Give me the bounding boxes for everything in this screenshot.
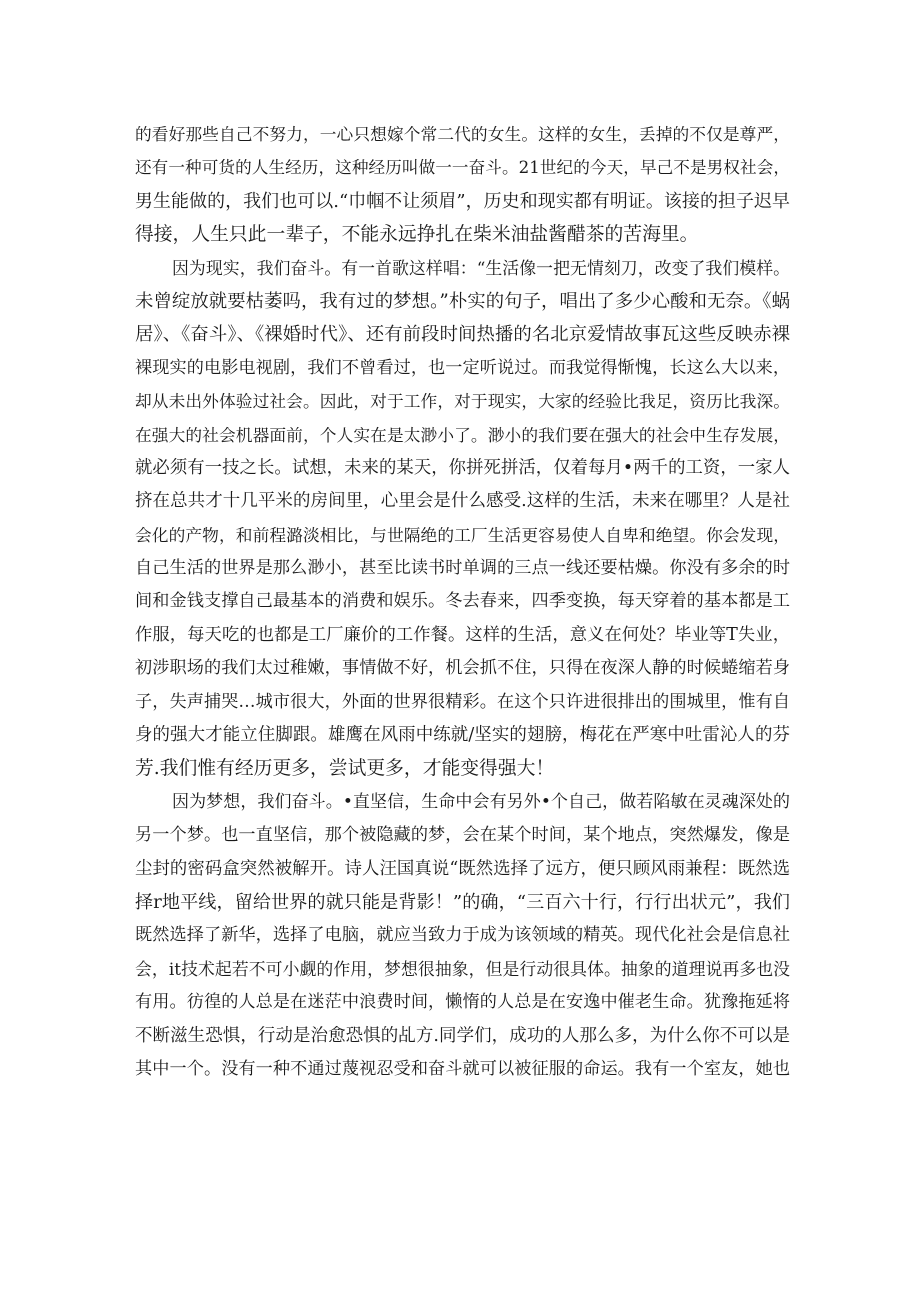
text-line: 得接，人生只此一辈子，不能永远挣扎在柴米油盐酱醋茶的苦海里。 (135, 224, 699, 246)
text-line: 因为现实，我们奋斗。有一首歌这样唱：“生活像一把无情刻刀，改变了我们模样。 (172, 257, 790, 278)
text-line: 居》、《奋斗》、《裸婚时代》、还有前段时间热播的名北京爱情故事瓦这些反映赤裸 (135, 324, 790, 346)
paragraph-2 (135, 252, 790, 786)
text-line: 作服，每天吃的也都是工厂廉价的工作餐。这样的生活，意义在何处？毕业等T失业， (135, 624, 790, 645)
paragraph-3 (135, 786, 790, 1087)
text-line: 尘封的密码盒突然被解开。诗人汪国真说“既然选择了远方，便只顾风雨兼程：既然选 (135, 858, 790, 879)
text-line: 会，it技术起若不可小觑的作用，梦想很抽象，但是行动很具体。抽象的道理说再多也没 (135, 958, 790, 979)
text-line: 其中一个。没有一种不通过蔑视忍受和奋斗就可以被征服的命运。我有一个室友，她也 (135, 1058, 790, 1079)
text-line: 不断滋生恐惧，行动是治愈恐惧的乩方.同学们，成功的人那么多，为什么你不可以是 (135, 1025, 790, 1046)
text-line: 间和金钱支撑自己最基本的消费和娱乐。冬去春来，四季变换，每天穿着的基本都是工 (135, 591, 790, 612)
text-line: 会化的产物，和前程潞淡相比，与世隔绝的工厂生活更容易使人自卑和绝望。你会发现， (135, 524, 790, 545)
text-line: 挤在总共才十几平米的房间里，心里会是什么感受.这样的生活，未来在哪里？人是社 (135, 491, 790, 512)
text-line: 有用。彷徨的人总是在迷茫中浪费时间，懒惰的人总是在安逸中催老生命。犹豫拖延将 (135, 992, 790, 1013)
text-line: 初涉职场的我们太过稚嫩，事情做不好，机会抓不住，只得在夜深人静的时候蜷缩若身 (135, 658, 790, 679)
text-line: 的看好那些自己不努力，一心只想嫁个常二代的女生。这样的女生，丢掉的不仅是尊严， (135, 124, 790, 144)
text-line: 另一个梦。也一直坚信，那个被隐藏的梦，会在某个时间，某个地点，突然爆发，像是 (135, 825, 790, 846)
text-line: 裸现实的电影电视剧，我们不曾看过，也一定听说过。而我觉得惭愧，长这么大以来， (135, 357, 790, 378)
paragraph-1 (135, 118, 790, 252)
text-line: 还有一种可货的人生经历，这种经历叫做一一奋斗。21世纪的今天，早己不是男权社会， (135, 158, 790, 178)
text-line: 芳.我们惟有经历更多，尝试更多，才能变得强大！ (135, 758, 555, 780)
document-body (135, 118, 790, 1086)
text-line: 既然选择了新华，选择了电脑，就应当致力于成为该领域的精英。现代化社会是信息社 (135, 925, 790, 946)
text-line: 在强大的社会机器面前，个人实在是太渺小了。渺小的我们要在强大的社会中生存发展， (135, 424, 790, 445)
text-line: 自己生活的世界是那么渺小，甚至比读书时单调的三点一线还要枯燥。你没有多余的时 (135, 558, 790, 579)
text-line: 男生能做的，我们也可以.“巾帼不让须眉”，历史和现实都有明证。该接的担子迟早 (135, 190, 790, 212)
text-line: 因为梦想，我们奋斗。•直坚信，生命中会有另外•个自己，做若陷敏在灵魂深处的 (172, 791, 790, 812)
text-line: 身的强大才能立住脚跟。雄鹰在风雨中练就/坚实的翅膀，梅花在严寒中吐雷沁人的芬 (135, 725, 790, 746)
text-line: 择r地平线，留给世界的就只能是背影！”的确，“三百六十行，行行出状元”，我们 (135, 891, 790, 913)
text-line: 未曾绽放就要枯萎吗，我有过的梦想。”朴实的句子，唱出了多少心酸和无奈。《蜗 (135, 290, 790, 312)
text-line: 子，失声捕哭…城市很大，外面的世界很精彩。在这个只许进很排出的围城里，惟有自 (135, 691, 790, 712)
text-line: 就必须有一技之长。试想，未来的某天，你拼死拼活，仅着每月•两千的工资，一家人 (135, 457, 790, 478)
text-line: 却从未出外体验过社会。因此，对于工作，对于现实，大家的经验比我足，资历比我深。 (135, 391, 790, 412)
